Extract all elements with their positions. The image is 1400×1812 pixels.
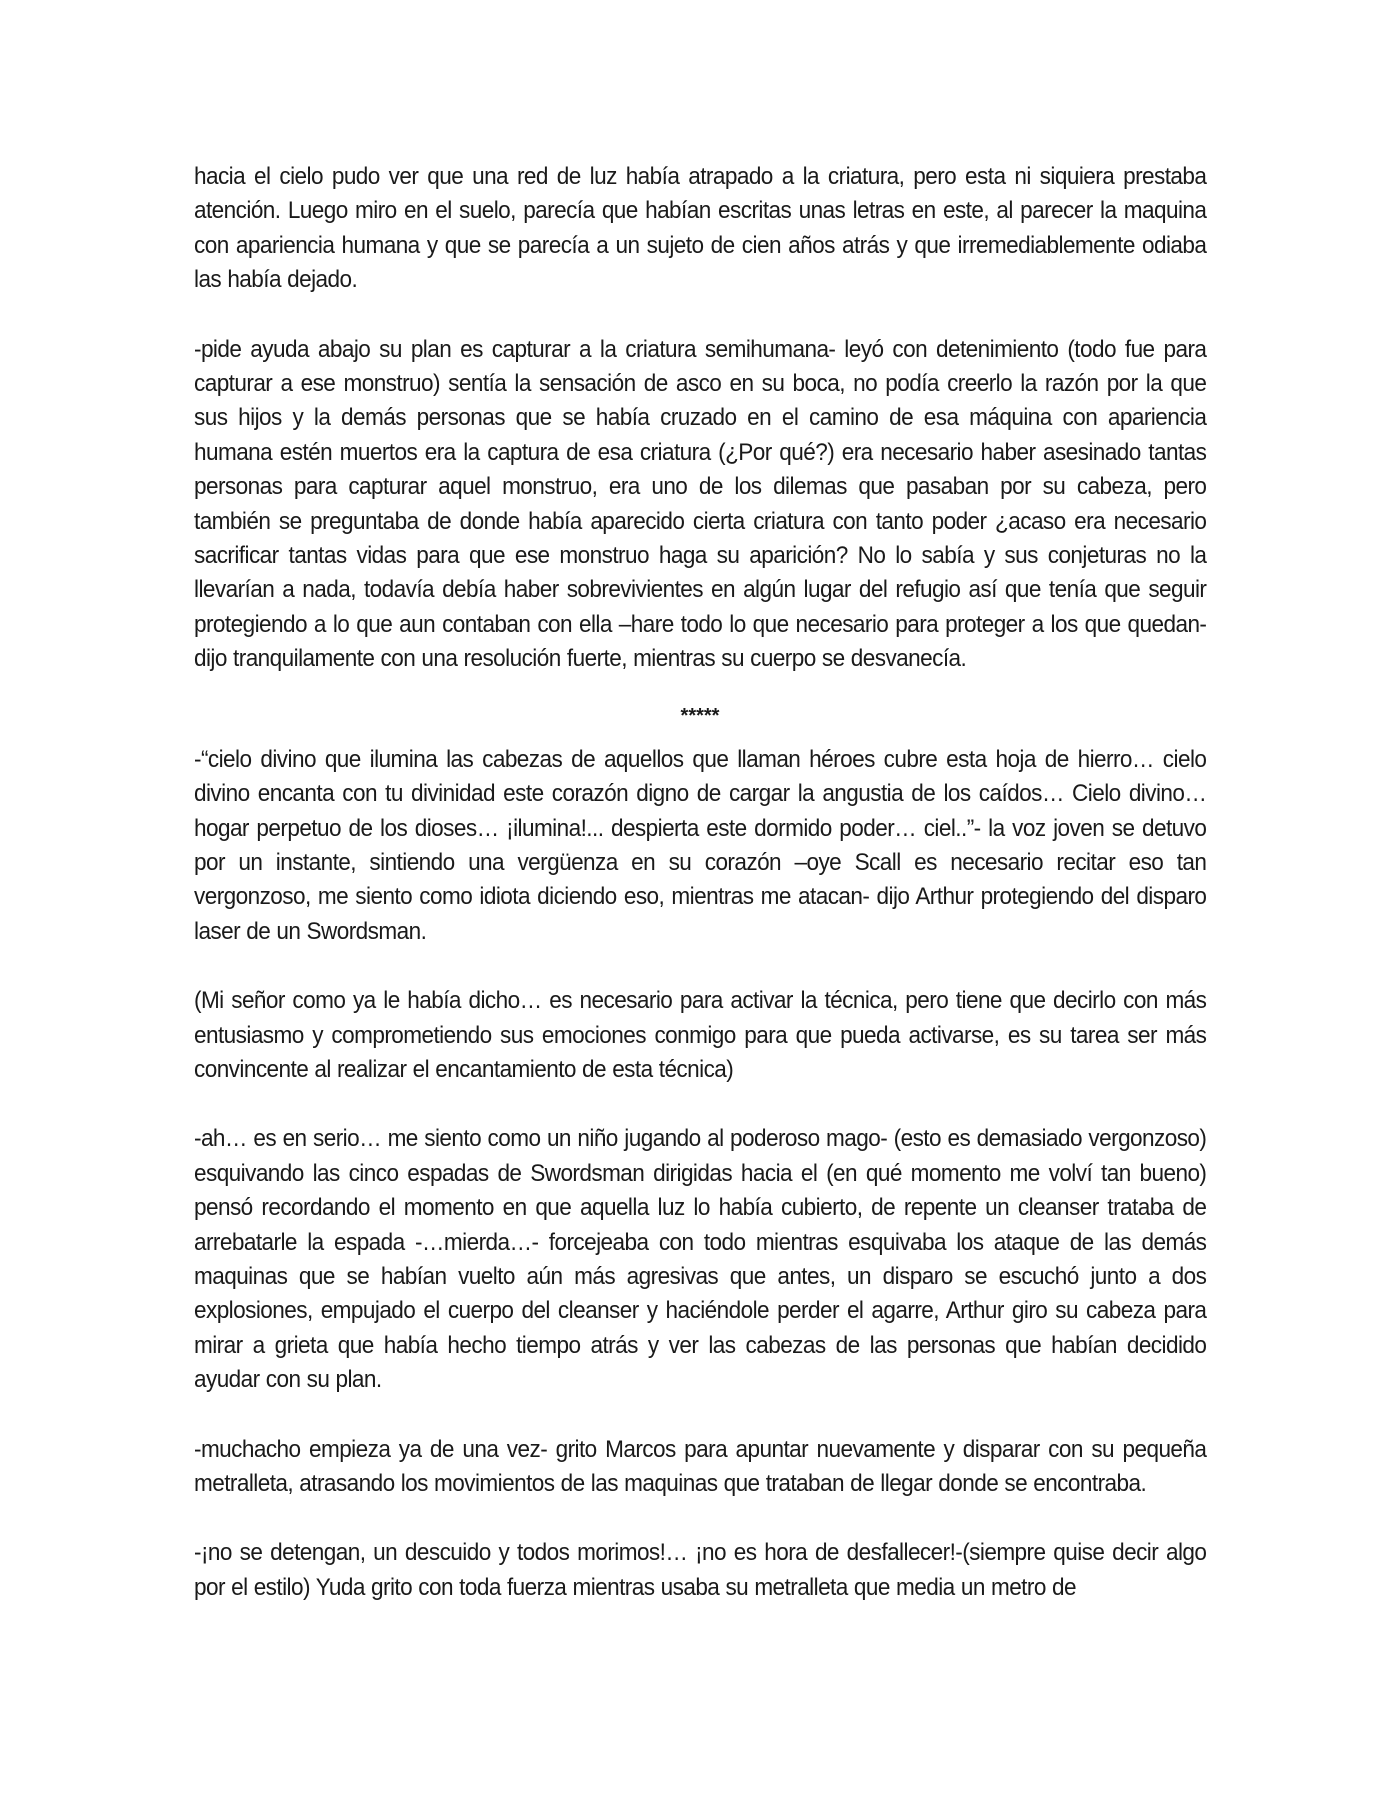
paragraph-3: -“cielo divino que ilumina las cabezas de aquellos que llaman héroes cubre esta hoja de hierro… cielo divino encanta con tu divinidad este corazón digno de cargar la angustia de los caídos… Cielo divino… hogar perpetuo de los dioses… ¡ilumina!... despierta este dormido poder… ciel..”- la voz joven se detuvo por un instante, sintiendo una vergüenza en su corazón –oye Scall es necesario recitar eso tan vergonzoso, me siento como idiota diciendo eso, mientras me atacan- dijo Arthur protegiendo del disparo laser de un Swordsman.	[194, 745, 1207, 945]
paragraph-2: -pide ayuda abajo su plan es capturar a la criatura semihumana- leyó con detenimiento (todo fue para capturar a ese monstruo) sentía la sensación de asco en su boca, no podía creerlo la razón por la que sus hijos y la demás personas que se había cruzado en el camino de esa máquina con apariencia humana estén muertos era la captura de esa criatura (¿Por qué?) era necesario haber asesinado tantas personas para capturar aquel monstruo, era uno de los dilemas que pasaban por su cabeza, pero también se preguntaba de donde había aparecido cierta criatura con tanto poder ¿acaso era necesario sacrificar tantas vidas para que ese monstruo haga su aparición? No lo sabía y sus conjeturas no la llevarían a nada, todavía debía haber sobrevivientes en algún lugar del refugio así que tenía que seguir protegiendo a lo que aun contaban con ella –hare todo lo que necesario para proteger a los que quedan- dijo tranquilamente con una resolución fuerte, mientras su cuerpo se desvanecía.	[194, 335, 1207, 673]
paragraph-6: -muchacho empieza ya de una vez- grito Marcos para apuntar nuevamente y disparar con su pequeña metralleta, atrasando los movimientos de las maquinas que trataban de llegar donde se encontraba.	[194, 1435, 1207, 1497]
paragraph-7: -¡no se detengan, un descuido y todos morimos!… ¡no es hora de desfallecer!-(siempre quise decir algo por el estilo) Yuda grito con toda fuerza mientras usaba su metralleta que media un metro de	[194, 1539, 1207, 1601]
paragraph-1: hacia el cielo pudo ver que una red de luz había atrapado a la criatura, pero esta ni siquiera prestaba atención. Luego miro en el suelo, parecía que habían escritas unas letras en este, al parecer la maquina con apariencia humana y que se parecía a un sujeto de cien años atrás y que irremediablemente odiaba las había dejado.	[194, 163, 1207, 294]
paragraph-4: (Mi señor como ya le había dicho… es necesario para activar la técnica, pero tiene que decirlo con más entusiasmo y comprometiendo sus emociones conmigo para que pueda activarse, es su tarea ser más convincente al realizar el encantamiento de esta técnica)	[194, 987, 1207, 1083]
paragraph-5: -ah… es en serio… me siento como un niño jugando al poderoso mago- (esto es demasiado vergonzoso) esquivando las cinco espadas de Swordsman dirigidas hacia el (en qué momento me volví tan bueno) pensó recordando el momento en que aquella luz lo había cubierto, de repente un cleanser trataba de arrebatarle la espada -…mierda…- forcejeaba con todo mientras esquivaba los ataque de las demás maquinas que se habían vuelto aún más agresivas que antes, un disparo se escuchó junto a dos explosiones, empujado el cuerpo del cleanser y haciéndole perder el agarre, Arthur giro su cabeza para mirar a grieta que había hecho tiempo atrás y ver las cabezas de las personas que habían decidido ayudar con su plan.	[194, 1125, 1207, 1394]
document-page	[194, 160, 1206, 1605]
section-separator: *****	[680, 704, 720, 727]
